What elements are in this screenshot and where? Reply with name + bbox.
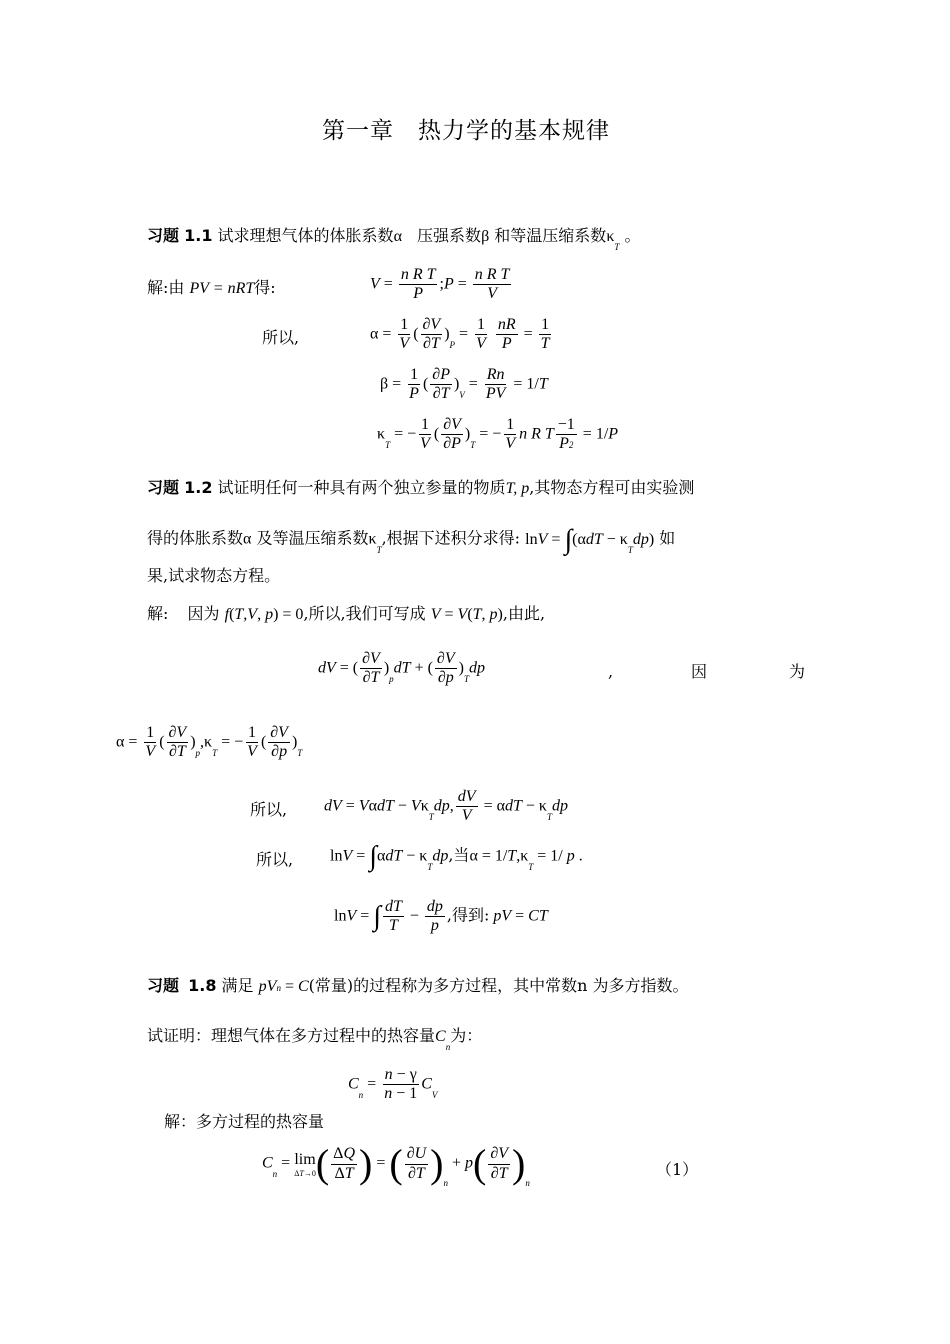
solution-1-8-intro: 解：多方过程的热容量: [164, 1112, 325, 1131]
equation-alpha: α = $\frac{1}{V}$ ( $\frac{\partial V}{\partial T}$ )$_P$ = $\frac{1}{V}$ $\frac{nR}{P}$ = $\frac{1}{T}$: [370, 316, 550, 353]
problem-1-2-line-1: 习题 1.2 试证明任何一种具有两个独立参量的物质T, p,其物态方程可由实验测: [147, 478, 695, 497]
wei-char: 为: [789, 662, 806, 681]
equation-result: lnV = ∫ $\frac{dT}{T}$ − $\frac{dp}{p}$ ,得到: pV = CT: [334, 898, 548, 935]
chapter-title: 第一章 热力学的基本规律: [322, 118, 610, 144]
comma: ,: [608, 662, 614, 681]
problem-1-2-line-2: 得的体胀系数α 及等温压缩系数$\kappa_T$,根据下述积分求得: $\ln V = \int(\alpha dT - \kappa_Tdp)$ 如: [147, 524, 676, 555]
yin-char: 因: [691, 662, 708, 681]
problem-1-2-line-3: 果,试求物态方程。: [147, 566, 281, 585]
equation-heat-capacity: $C_n$ = lim ΔT→0 ( $\frac{\Delta Q}{\Delta T}$ ) = ( $\frac{\partial U}{\partial T}$ )$_n + p$( $\frac{\partial V}{\partial T}$ )$_n$: [262, 1141, 530, 1188]
equation-beta: β = $\frac{1}{P}$ ( $\frac{\partial P}{\partial T}$ )$_V$ = $\frac{Rn}{PV}$ = 1/T: [380, 366, 548, 403]
suoyi-label-3: 所以,: [256, 850, 294, 869]
equation-ln-v-integral: $\ln V = \int\alpha dT - \kappa_Tdp$,当$\alpha = 1/T,\kappa_T = 1/$ p .: [330, 841, 583, 872]
equation-number-1: （1）: [656, 1160, 699, 1179]
equation-dv: dV = ( $\frac{\partial V}{\partial T}$ )$_pdT$ + ( $\frac{\partial V}{\partial p}$ )$_Tdp$: [318, 650, 485, 687]
equation-kappa: $\kappa_T$ = − $\frac{1}{V}$ ( $\frac{\partial V}{\partial P}$ )$_T$ = − $\frac{1}{V}$ n R T $\frac{-1}{P2}$ = 1/P: [377, 416, 619, 453]
equation-cn: $C_n$ = $\frac{n - \gamma}{n - 1}$ $C_V$: [348, 1066, 438, 1103]
suoyi-label-2: 所以,: [250, 800, 288, 819]
solution-1-2-line-1: 解: 因为 f(T,V, p) = 0,所以,我们可写成 V = V(T, p),由此,: [147, 604, 546, 623]
equation-dv-expanded: dV = $V\alpha dT - V\kappa_Tdp$, $\frac{dV}{V}$ = $\alpha dT - \kappa_Tdp$: [324, 788, 568, 825]
problem-1-8-line-1: 习题 1.8 满足 pVn = C(常量)的过程称为多方过程，其中常数n 为多方指数。: [147, 976, 689, 995]
equation-alpha-kappa-def: α = $\frac{1}{V}$ ( $\frac{\partial V}{\partial T}$ )$_p,\kappa_T$ = − $\frac{1}{V}$ ( $\frac{\partial V}{\partial p}$ )$_T$: [116, 724, 303, 761]
problem-1-1: 习题 1.1 试求理想气体的体胀系数α 压强系数β 和等温压缩系数$\kappa_T$ 。: [147, 226, 641, 252]
suoyi-label-1: 所以,: [262, 328, 300, 347]
problem-1-8-line-2: 试证明：理想气体在多方过程中的热容量$C_n$为：: [147, 1026, 483, 1052]
solution-1-1-intro: 解:由 PV = nRT得:: [147, 278, 276, 297]
equation-v-p: V = $\frac{\text{n R T}}{P}$ ;P = $\frac{\text{n R T}}{V}$: [370, 266, 510, 303]
